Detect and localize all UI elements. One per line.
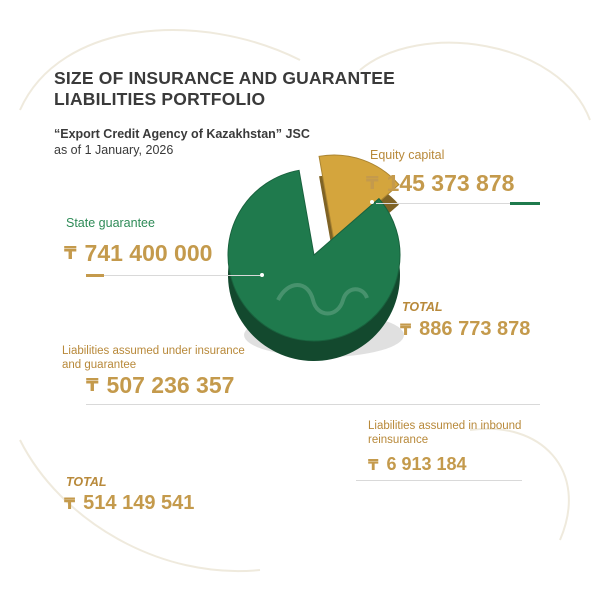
tenge-sign: ₸ [86, 375, 99, 395]
state-guarantee-amount: 741 400 000 [84, 240, 213, 266]
pie-total-label: TOTAL [402, 300, 443, 314]
organization-name: “Export Credit Agency of Kazakhstan” JSC [54, 127, 310, 141]
equity-capital-accent [510, 202, 540, 205]
breakdown-total-label: TOTAL [66, 475, 107, 489]
page-title [54, 68, 474, 110]
state-guarantee-label: State guarantee [66, 216, 155, 230]
tenge-sign: ₸ [400, 321, 412, 339]
title-line-1: SIZE OF INSURANCE AND GUARANTEE [54, 68, 395, 88]
title-line-2: LIABILITIES PORTFOLIO [54, 89, 266, 109]
equity-capital-marker [370, 200, 374, 204]
equity-capital-label: Equity capital [370, 148, 445, 162]
state-guarantee-rule [100, 275, 260, 276]
insurance-liabilities-amount: 507 236 357 [106, 372, 235, 398]
inbound-reinsurance-rule [356, 480, 522, 481]
tenge-sign: ₸ [366, 173, 379, 193]
tenge-sign: ₸ [368, 456, 379, 474]
equity-capital-value [366, 170, 514, 197]
report-date: as of 1 January, 2026 [54, 143, 174, 157]
pie-total-amount: 886 773 878 [419, 318, 531, 340]
pie-total-value [400, 318, 530, 341]
equity-capital-amount: 145 373 878 [386, 170, 515, 196]
state-guarantee-value [64, 240, 212, 267]
tenge-sign: ₸ [64, 495, 76, 513]
insurance-liabilities-value [86, 372, 234, 399]
state-guarantee-marker [260, 273, 264, 277]
inbound-reinsurance-label: Liabilities assumed in inbound reinsurance [368, 420, 522, 446]
inbound-reinsurance-amount: 6 913 184 [386, 454, 467, 474]
breakdown-total-value [64, 492, 194, 515]
inbound-reinsurance-value [368, 454, 467, 475]
tenge-sign: ₸ [64, 243, 77, 263]
insurance-liabilities-rule [86, 404, 540, 405]
state-guarantee-accent [86, 274, 104, 277]
insurance-liabilities-label: Liabilities assumed under insurance and guarantee [62, 345, 245, 371]
breakdown-total-amount: 514 149 541 [83, 492, 195, 514]
equity-capital-rule [376, 203, 510, 204]
